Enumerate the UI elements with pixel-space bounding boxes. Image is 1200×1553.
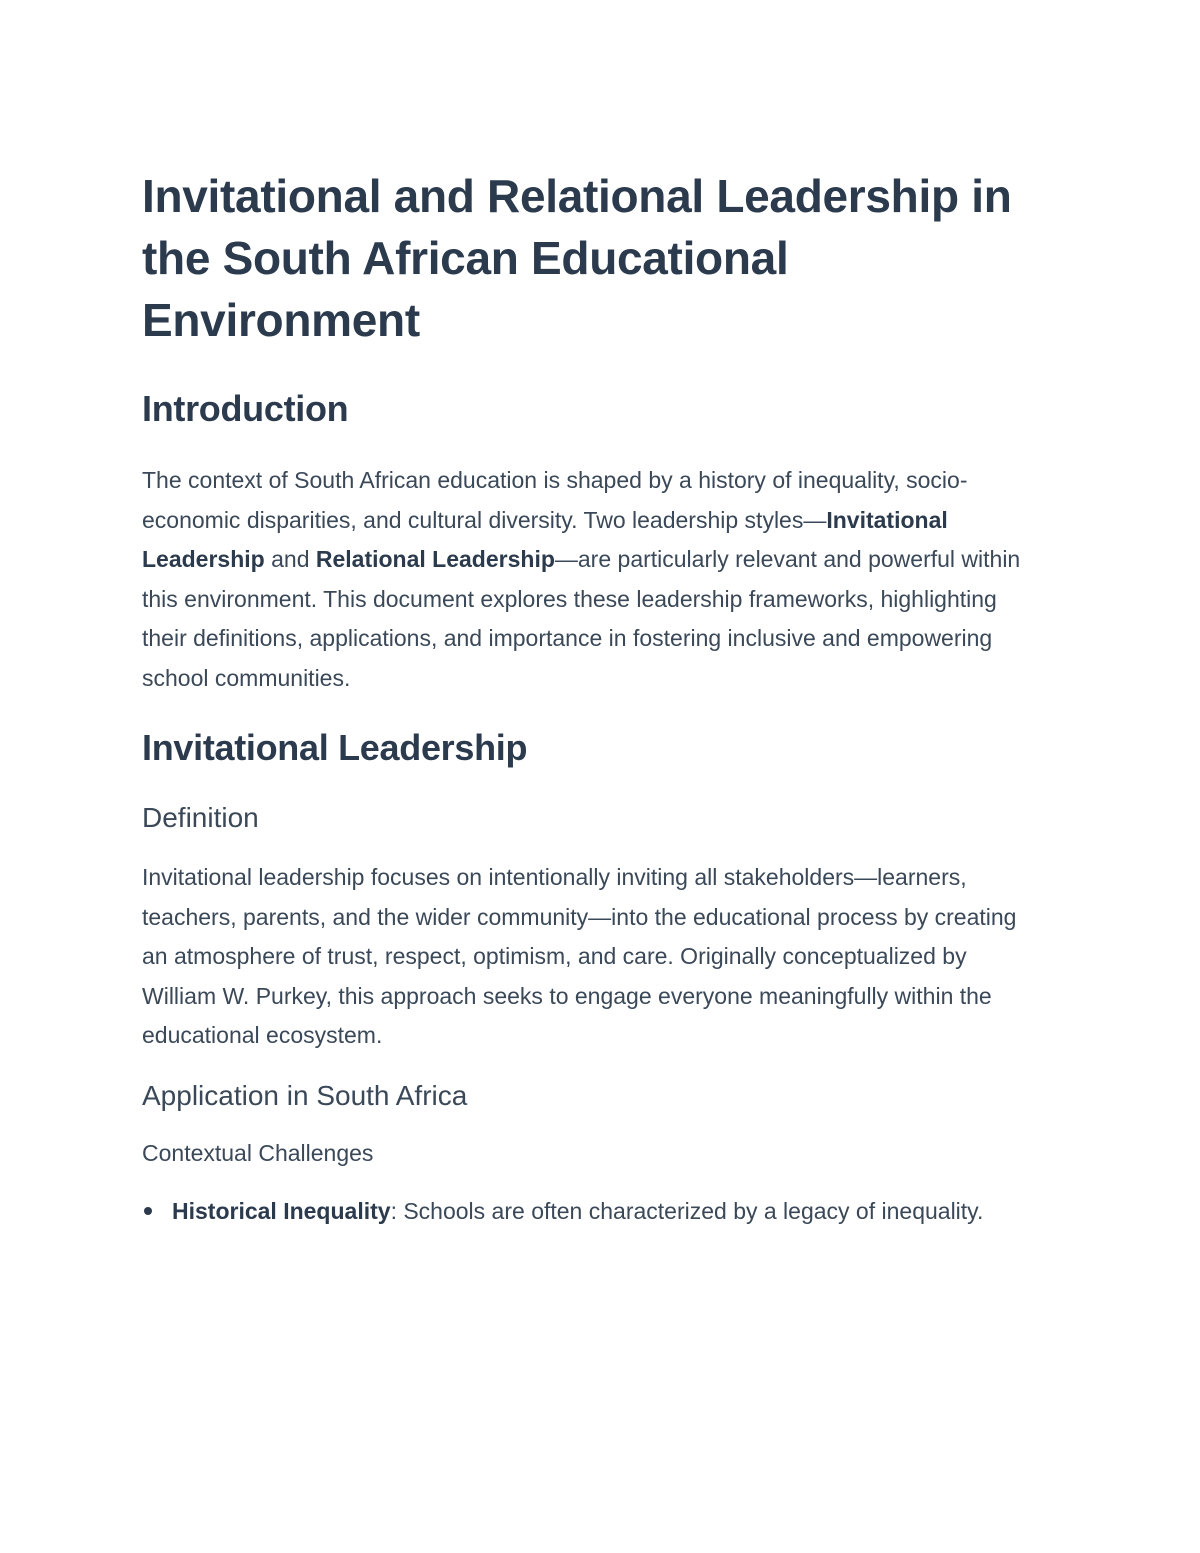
intro-bold-relational: Relational Leadership — [315, 546, 555, 572]
challenges-list — [142, 1192, 1042, 1232]
definition-heading: Definition — [142, 802, 259, 833]
bullet-icon — [144, 1207, 152, 1215]
list-item — [142, 1192, 1042, 1232]
contextual-challenges-heading: Contextual Challenges — [142, 1139, 374, 1166]
definition-paragraph: Invitational leadership focuses on intentionally inviting all stakeholders—learners, teachers, parents, and the wider community—into the educational process by creating an atmosphere of trust, respect, optimism, and care. Originally conceptualized by William W. Purkey, this approach seeks to engage everyone meaningfully within the educational ecosystem. — [142, 864, 1017, 1048]
list-item-term: Historical Inequality — [172, 1197, 391, 1224]
invitational-leadership-heading: Invitational Leadership — [142, 727, 528, 768]
list-item-text: : Schools are often characterized by a legacy of inequality. — [390, 1197, 984, 1224]
intro-bold-invitational: Invitational Leadership — [142, 506, 948, 572]
document-title: Invitational and Relational Leadership in the South African Educational Environment — [142, 170, 1012, 346]
document-page — [142, 165, 1042, 1231]
introduction-heading: Introduction — [142, 388, 349, 429]
intro-text-part3: —are particularly relevant and powerful within this environment. This document explores these leadership frameworks, highlighting their definitions, applications, and importance in fostering inclusive and empowering school communities. — [142, 546, 1021, 691]
introduction-paragraph — [142, 461, 1042, 698]
intro-text-part2: and — [264, 546, 316, 572]
application-heading: Application in South Africa — [142, 1079, 468, 1111]
intro-text-part1: The context of South African education is shaped by a history of inequality, socio-economic disparities, and cultural diversity. Two leadership styles— — [142, 467, 968, 533]
